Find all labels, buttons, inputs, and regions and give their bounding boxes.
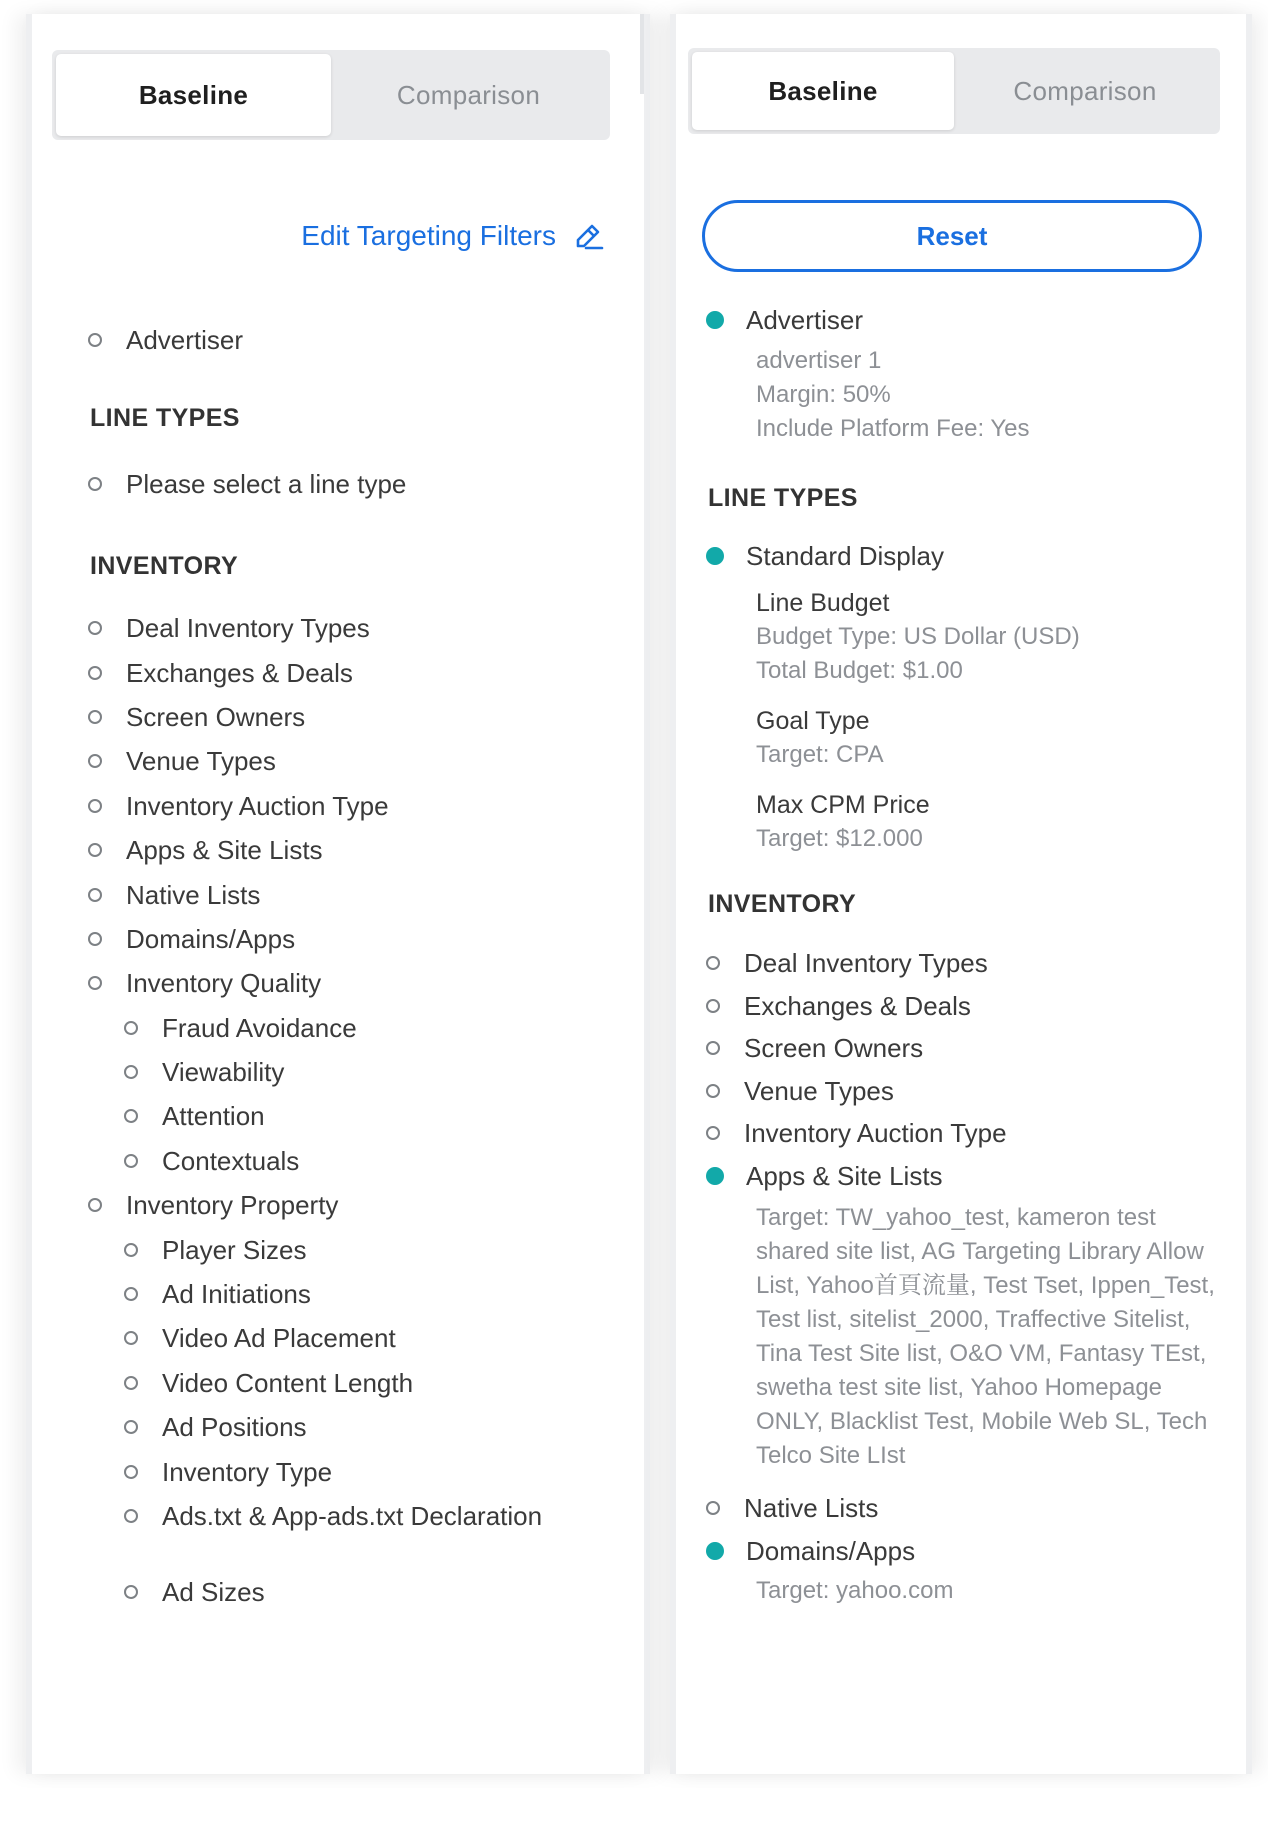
status-empty-icon [124,1420,138,1434]
status-empty-icon [88,477,102,491]
list-item-venue-types[interactable] [32,739,644,783]
list-item-domains-apps[interactable] [32,917,644,961]
item-label: Native Lists [744,1493,879,1524]
item-label: Domains/Apps [746,1535,916,1566]
list-item-video-ad-placement[interactable] [32,1316,644,1360]
list-item-inventory-type[interactable] [32,1449,644,1493]
list-item-domains-apps[interactable] [676,1530,1246,1573]
list-item-apps-site-lists[interactable] [32,828,644,872]
edit-pencil-icon [574,221,604,251]
status-empty-icon [88,843,102,857]
section-title-line-types: LINE TYPES [708,484,858,512]
status-empty-icon [124,1154,138,1168]
status-empty-icon [706,1501,720,1515]
targeting-summary-list [676,300,1246,1608]
item-label: Fraud Avoidance [162,1012,357,1043]
item-label: Exchanges & Deals [744,990,971,1021]
advertiser-platform-fee: Include Platform Fee: Yes [756,415,1030,442]
status-empty-icon [124,1021,138,1035]
status-selected-icon [706,311,724,329]
item-label: Viewability [162,1057,285,1088]
item-label: Venue Types [126,746,276,777]
budget-type-value: Budget Type: US Dollar (USD) [756,623,1080,650]
status-selected-icon [706,547,724,565]
list-item-ad-sizes[interactable] [32,1570,644,1614]
list-item-advertiser[interactable] [32,314,644,366]
status-empty-icon [88,710,102,724]
item-label: Video Content Length [162,1367,414,1398]
list-item-contextuals[interactable] [32,1139,644,1183]
status-empty-icon [124,1509,138,1523]
item-label: Screen Owners [126,701,306,732]
item-label: Deal Inventory Types [126,613,370,644]
section-title-line-types: LINE TYPES [90,404,240,432]
list-item-exchanges-deals[interactable] [676,985,1246,1028]
item-label: Screen Owners [744,1033,924,1064]
item-label: Please select a line type [126,469,407,499]
status-empty-icon [706,1041,720,1055]
status-empty-icon [706,1126,720,1140]
item-label: Exchanges & Deals [126,657,353,688]
max-cpm-value: Target: $12.000 [756,825,923,852]
domains-apps-target: Target: yahoo.com [756,1577,954,1604]
item-label: Player Sizes [162,1234,307,1265]
item-label: Ad Initiations [162,1279,311,1310]
item-label: Inventory Quality [126,968,322,999]
scrollbar[interactable] [640,14,648,94]
baseline-comparison-tabs [52,50,610,140]
edit-targeting-filters-label: Edit Targeting Filters [301,220,556,251]
tab-baseline[interactable]: Baseline [692,52,954,130]
status-empty-icon [124,1465,138,1479]
status-empty-icon [706,1084,720,1098]
item-label: Domains/Apps [126,923,296,954]
item-label: Native Lists [126,879,261,910]
item-label: Deal Inventory Types [744,948,988,979]
list-item-viewability[interactable] [32,1050,644,1094]
tab-comparison[interactable]: Comparison [396,79,541,110]
item-label: Inventory Type [162,1456,333,1487]
list-item-deal-inventory-types[interactable] [676,942,1246,985]
advertiser-margin: Margin: 50% [756,381,891,408]
item-label: Video Ad Placement [162,1323,396,1354]
status-empty-icon [88,333,102,347]
status-empty-icon [88,976,102,990]
edit-targeting-filters-link[interactable] [301,220,604,252]
section-title-inventory: INVENTORY [708,890,857,918]
status-empty-icon [124,1287,138,1301]
status-empty-icon [124,1243,138,1257]
status-empty-icon [124,1065,138,1079]
item-label: Ads.txt & App-ads.txt Declaration [162,1501,543,1531]
item-label: Venue Types [744,1075,894,1106]
advertiser-details [676,344,1246,446]
item-label: Inventory Auction Type [744,1118,1007,1149]
tab-comparison[interactable]: Comparison [1013,75,1157,106]
list-item-screen-owners[interactable] [32,695,644,739]
list-item-screen-owners[interactable] [676,1027,1246,1070]
status-selected-icon [706,1167,724,1185]
total-budget-value: Total Budget: $1.00 [756,657,963,684]
apps-site-lists-target: Target: TW_yahoo_test, kameron test shared site list, AG Targeting Library Allow List, Yahoo首頁流量, Test Tset, Ippen_Test, Test list, sitelist_2000, Traffective Sitelist, Tina Test Site list, O&O VM, Fantasy TEst, swetha test site list, Yahoo Homepage ONLY, Blacklist Test, Mobile Web SL, Tech Telco Site LIst [756,1204,1215,1469]
list-item-ad-positions[interactable] [32,1405,644,1449]
list-item-native-lists[interactable] [676,1487,1246,1530]
list-item-venue-types[interactable] [676,1070,1246,1113]
goal-type-label: Goal Type [756,707,870,735]
status-empty-icon [124,1109,138,1123]
goal-type-value: Target: CPA [756,741,884,768]
bottom-fade [676,1654,1246,1774]
baseline-comparison-tabs [688,48,1220,134]
list-item-ads-txt[interactable] [32,1494,644,1538]
list-item-ad-initiations[interactable] [32,1272,644,1316]
status-empty-icon [124,1331,138,1345]
list-item-video-content-length[interactable] [32,1361,644,1405]
line-type-details [676,586,1246,856]
list-item-inventory-quality[interactable] [32,961,644,1005]
max-cpm-label: Max CPM Price [756,791,930,819]
list-item-apps-site-lists[interactable] [676,1155,1246,1198]
item-label: Advertiser [746,305,864,335]
list-item-standard-display[interactable] [676,536,1246,576]
bottom-fade [32,1654,644,1774]
item-label: Apps & Site Lists [126,835,323,866]
list-item-native-lists[interactable] [32,872,644,916]
list-item-line-type[interactable] [32,458,644,510]
status-empty-icon [124,1376,138,1390]
item-label: Standard Display [746,541,944,571]
item-label: Ad Positions [162,1412,307,1443]
status-empty-icon [88,1198,102,1212]
list-item-auction-type[interactable] [32,784,644,828]
list-item-attention[interactable] [32,1094,644,1138]
section-title-inventory: INVENTORY [90,552,239,580]
reset-button[interactable]: Reset [702,200,1202,272]
baseline-filters-panel-filled [670,14,1252,1774]
list-item-fraud-avoidance[interactable] [32,1006,644,1050]
list-item-exchanges-deals[interactable] [32,650,644,694]
item-label: Apps & Site Lists [746,1160,943,1191]
status-empty-icon [88,666,102,680]
status-empty-icon [706,956,720,970]
item-label: Ad Sizes [162,1577,265,1608]
status-empty-icon [88,888,102,902]
list-item-deal-inventory-types[interactable] [32,606,644,650]
status-selected-icon [706,1542,724,1560]
item-label: Contextuals [162,1145,300,1176]
tab-baseline[interactable]: Baseline [56,54,331,136]
list-item-advertiser[interactable] [676,300,1246,340]
item-label: Inventory Auction Type [126,790,389,821]
line-budget-label: Line Budget [756,589,890,617]
status-empty-icon [88,799,102,813]
item-label: Inventory Property [126,1190,339,1221]
list-item-inventory-property[interactable] [32,1183,644,1227]
baseline-filters-panel-empty [26,14,650,1774]
targeting-summary-list [32,314,644,1615]
advertiser-name: advertiser 1 [756,347,882,374]
status-empty-icon [88,754,102,768]
status-empty-icon [88,932,102,946]
item-label: Advertiser [126,325,244,355]
status-empty-icon [706,999,720,1013]
item-label: Attention [162,1101,265,1132]
status-empty-icon [88,621,102,635]
status-empty-icon [124,1585,138,1599]
list-item-auction-type[interactable] [676,1112,1246,1155]
list-item-player-sizes[interactable] [32,1227,644,1271]
